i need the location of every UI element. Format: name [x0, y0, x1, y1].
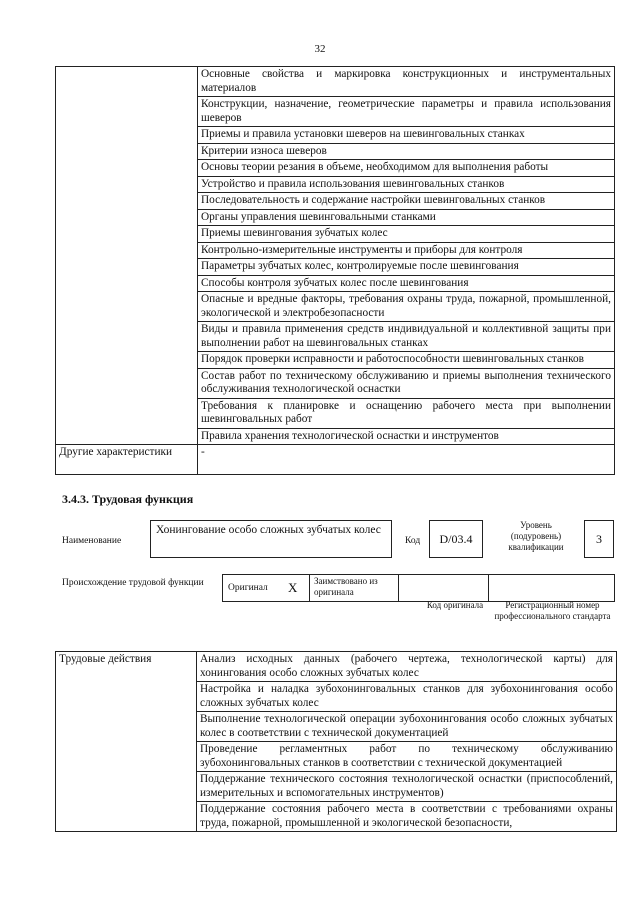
table-cell: Проведение регламентных работ по техническому обслуживанию зубохонинговальных станков в соответствии с технической документацией [197, 742, 617, 772]
section-title: 3.4.3. Трудовая функция [62, 492, 194, 506]
table-cell: Конструкции, назначение, геометрические параметры и правила использования шеверов [198, 97, 615, 127]
table-cell: Требования к планировке и оснащению рабочего места при выполнении шевинговальных работ [198, 398, 615, 428]
table-row [56, 445, 615, 475]
labor-actions-label: Трудовые действия [56, 652, 197, 832]
code-original-cell [398, 574, 489, 602]
reg-number-caption: Регистрационный номер профессионального стандарта [494, 600, 611, 621]
name-value: Хонингование особо сложных зубчатых колес [150, 520, 392, 558]
table-cell: Поддержание состояния рабочего места в соответствии с требованиями охраны труда, пожарной, промышленной и экологической безопасности, [197, 802, 617, 832]
original-cell [222, 574, 310, 602]
knowledge-table [55, 66, 615, 475]
table-cell: Критерии износа шеверов [198, 143, 615, 160]
table-cell: Способы контроля зубчатых колес после шевингования [198, 275, 615, 292]
original-mark: X [288, 580, 298, 595]
table-cell: Основные свойства и маркировка конструкционных и инструментальных материалов [198, 67, 615, 97]
level-label: Уровень (подуровень) квалификации [508, 520, 564, 552]
table-cell: Устройство и правила использования шевинговальных станков [198, 176, 615, 193]
code-label: Код [405, 536, 421, 546]
table-cell: Состав работ по техническому обслуживанию и приемы выполнения технического обслуживания технологической оснастки [198, 368, 615, 398]
origin-label: Происхождение трудовой функции [62, 578, 204, 588]
code-original-caption: Код оригинала [426, 600, 484, 610]
table-cell: Последовательность и содержание настройки шевинговальных станков [198, 193, 615, 210]
labor-actions-table [55, 651, 617, 832]
table-row [56, 67, 615, 97]
table-cell: Выполнение технологической операции зубохонингования особо сложных зубчатых колес в соответствии с технической документацией [197, 712, 617, 742]
table-cell: Основы теории резания в объеме, необходимом для выполнения работы [198, 160, 615, 177]
level-value: 3 [584, 520, 614, 558]
empty-label-cell [56, 67, 198, 445]
table-cell: Анализ исходных данных (рабочего чертежа, технологической карты) для хонингования особо сложных зубчатых колес [197, 652, 617, 682]
borrowed-cell: Заимствовано из оригинала [309, 574, 399, 602]
name-label: Наименование [62, 536, 122, 546]
table-cell: Контрольно-измерительные инструменты и приборы для контроля [198, 242, 615, 259]
table-cell: Приемы и правила установки шеверов на шевинговальных станках [198, 127, 615, 144]
table-cell: Параметры зубчатых колес, контролируемые после шевингования [198, 259, 615, 276]
table-cell: Правила хранения технологической оснастки и инструментов [198, 428, 615, 445]
table-cell: Приемы шевингования зубчатых колес [198, 226, 615, 243]
table-row [56, 652, 617, 682]
other-value: - [198, 445, 615, 475]
original-label: Оригинал [228, 583, 268, 593]
page-number: 32 [314, 43, 326, 55]
reg-number-cell [488, 574, 615, 602]
table-cell: Виды и правила применения средств индивидуальной и коллективной защиты при выполнении работ на шевинговальных станках [198, 322, 615, 352]
code-value: D/03.4 [429, 520, 483, 558]
table-cell: Порядок проверки исправности и работоспособности шевинговальных станков [198, 352, 615, 369]
table-cell: Поддержание технического состояния технологической оснастки (приспособлений, измерительных и вспомогательных инструментов) [197, 772, 617, 802]
table-cell: Настройка и наладка зубохонинговальных станков для зубохонингования особо сложных зубчатых колес [197, 682, 617, 712]
other-label: Другие характеристики [56, 445, 198, 475]
table-cell: Органы управления шевинговальными станками [198, 209, 615, 226]
table-cell: Опасные и вредные факторы, требования охраны труда, пожарной, промышленной, экологической и электробезопасности [198, 292, 615, 322]
